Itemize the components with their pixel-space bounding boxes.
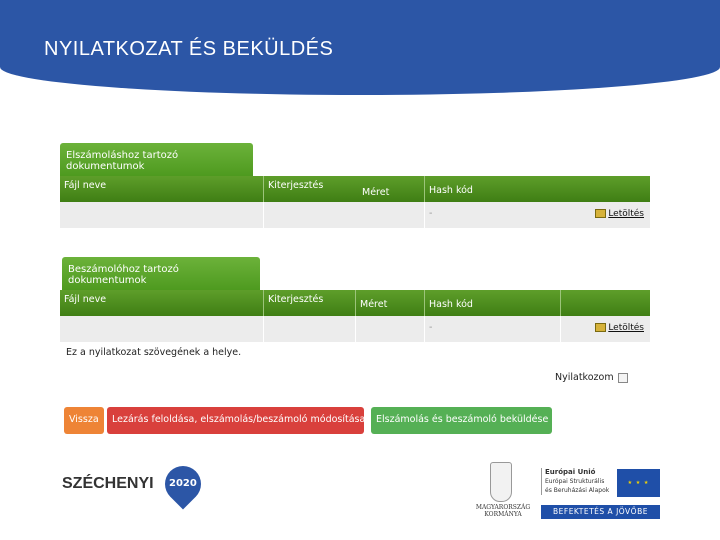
- eu-slogan: BEFEKTETÉS A JÖVŐBE: [541, 505, 660, 519]
- hash-value: -: [429, 322, 433, 333]
- eu-title: Európai Unió: [545, 468, 596, 476]
- gov-line2: KORMÁNYA: [484, 511, 522, 518]
- cell: [264, 202, 425, 228]
- page-title: NYILATKOZAT ÉS BEKÜLDÉS: [44, 38, 334, 60]
- col-action: [561, 290, 650, 316]
- table-header: [60, 290, 650, 316]
- tab-elszamolas-docs[interactable]: Elszámoláshoz tartozó dokumentumok: [60, 143, 253, 176]
- tab-beszamolo-docs[interactable]: Beszámolóhoz tartozó dokumentumok: [62, 257, 260, 290]
- declaration-checkbox[interactable]: [618, 373, 628, 383]
- download-link[interactable]: [595, 323, 644, 333]
- hash-value: -: [429, 208, 433, 219]
- cell: [60, 316, 264, 342]
- folder-icon: [595, 323, 606, 332]
- unlock-edit-button[interactable]: Lezárás feloldása, elszámolás/beszámoló módosítása: [107, 407, 364, 434]
- checkbox-label: Nyilatkozom: [555, 372, 614, 383]
- eu-sub2: és Beruházási Alapok: [545, 487, 610, 494]
- download-label: Letöltés: [608, 323, 644, 333]
- cell: [425, 316, 561, 342]
- szechenyi-logo-text: SZÉCHENYI: [62, 475, 154, 492]
- szechenyi-year: 2020: [169, 478, 197, 489]
- eu-text: [541, 468, 609, 495]
- col-size: Méret: [356, 290, 425, 316]
- folder-icon: [595, 209, 606, 218]
- hungary-coat-of-arms-icon: [490, 462, 512, 502]
- col-extension-label: Kiterjesztés: [268, 180, 324, 191]
- download-link[interactable]: [595, 209, 644, 219]
- eu-flag-icon: ★ ★ ★: [617, 469, 660, 497]
- gov-line1: MAGYARORSZÁG: [475, 504, 531, 511]
- col-hash: Hash kód: [429, 185, 473, 196]
- cell: [425, 202, 650, 228]
- table-row: [60, 202, 650, 228]
- table-row: [60, 316, 650, 342]
- cell: [264, 316, 356, 342]
- table-header: [60, 176, 650, 202]
- submit-button[interactable]: Elszámolás és beszámoló beküldése: [371, 407, 552, 434]
- cell: [561, 316, 650, 342]
- col-extension: Kiterjesztés: [264, 290, 356, 316]
- cell: [356, 316, 425, 342]
- col-file-name: Fájl neve: [60, 176, 264, 202]
- gov-logo-text: [470, 504, 536, 518]
- download-label: Letöltés: [608, 209, 644, 219]
- col-extension: [264, 176, 425, 202]
- col-size: Méret: [362, 187, 390, 198]
- col-hash: Hash kód: [425, 290, 561, 316]
- eu-sub1: Európai Strukturális: [545, 478, 605, 485]
- declaration-checkbox-row[interactable]: [555, 372, 628, 383]
- declaration-text: Ez a nyilatkozat szövegének a helye.: [66, 347, 242, 358]
- cell: [60, 202, 264, 228]
- back-button[interactable]: Vissza: [64, 407, 104, 434]
- col-file-name: Fájl neve: [60, 290, 264, 316]
